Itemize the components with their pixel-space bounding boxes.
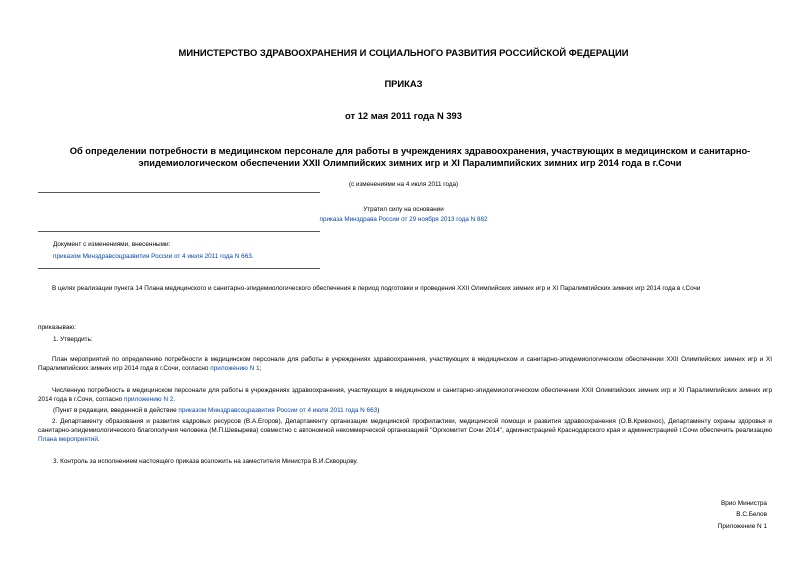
edit-note-link[interactable]: приказом Минздравсоцразвития России от 4 июля 2011 года N 663 xyxy=(178,407,378,414)
changes-box-label: Документ с изменениями, внесенными: xyxy=(53,241,171,248)
lost-force-label: Утратил силу на основании xyxy=(363,206,444,213)
divider xyxy=(38,268,320,269)
intro-paragraph: В целях реализации пункта 14 Плана медицинского и санитарно-эпидемиологического обеспечения в период подготовки и проведения XXII Олимпийских зимних игр и XI Паралимпийских зимних игр 2014 года в г.Сочи xyxy=(52,285,701,292)
item-2-text: 2. Департаменту образования и развития кадровых ресурсов (В.А.Егоров), Департаменту организации медицинской профилактики, медицинской помощи и развития здравоохранения (О.В.Кривонос), Департаменту охраны здоровья и санитарно-эпидемиологического благополучия человека (М.П.Шевырева) совместно с автономной некоммерческой организацией "Оргкомитет Сочи 2014", администрацией Краснодарского края и администрацией г.Сочи обеспечить реализацию xyxy=(38,418,772,434)
signature-name: В.С.Белов xyxy=(736,511,767,518)
ministry-heading: МИНИСТЕРСТВО ЗДРАВООХРАНЕНИЯ И СОЦИАЛЬНОГО РАЗВИТИЯ РОССИЙСКОЙ ФЕДЕРАЦИИ xyxy=(178,47,629,58)
changes-box-link-suffix: . xyxy=(251,253,254,260)
changes-box-link[interactable]: приказом Минздравсоцразвития России от 4 июля 2011 года N 663 xyxy=(53,253,252,260)
divider xyxy=(38,192,320,193)
appendix-heading: Приложение N 1 xyxy=(717,523,767,530)
count-suffix: . xyxy=(173,395,176,403)
edit-note-suffix: ) xyxy=(377,407,380,414)
doc-type-heading: ПРИКАЗ xyxy=(384,78,423,89)
appendix-1-link[interactable]: приложению N 1 xyxy=(210,364,260,372)
plan-suffix: ; xyxy=(259,364,262,372)
date-number-heading: от 12 мая 2011 года N 393 xyxy=(345,110,462,121)
count-text: Численную потребность в медицинском персонале для работы в учреждениях здравоохранения, участвующих в медицинском и санитарно-эпидемиологическом обеспечении XXII Олимпийских зимних игр и XI Паралимпийских зимних игр 2014 года в г.Сочи, согласно xyxy=(38,387,772,403)
plan-text: План мероприятий по определению потребности в медицинском персонале для работы в учреждениях здравоохранения, участвующих в медицинском и санитарно-эпидемиологическом обеспечении XXII Олимпийских зимних игр и XI Паралимпийских зимних игр 2014 года в г.Сочи, согласно xyxy=(38,356,772,372)
lost-force-link[interactable]: приказа Минздрава России от 29 ноября 2013 года N 882 xyxy=(319,216,488,223)
changes-box-link-line xyxy=(53,253,254,262)
document-title: Об определении потребности в медицинском персонале для работы в учреждениях здравоохранения, участвующих в медицинском и санитарно-эпидемиологическом обеспечении XXII Олимпийских зимних игр и XI Паралимпийских зимних игр 2014 года в г.Сочи xyxy=(69,146,751,168)
plan-measures-link[interactable]: Плана мероприятий xyxy=(38,435,98,443)
edit-note xyxy=(53,407,379,416)
item-1: 1. Утвердить: xyxy=(53,336,93,343)
signature-role: Врио Министра xyxy=(721,500,767,507)
plan-paragraph xyxy=(38,356,772,374)
item-2-suffix: . xyxy=(97,435,100,443)
item-3: 3. Контроль за исполнением настоящего приказа возложить на заместителя Министра В.И.Скворцову. xyxy=(53,458,358,465)
item-2-paragraph xyxy=(38,418,772,444)
changes-note: (с изменениями на 4 июля 2011 года) xyxy=(348,181,459,188)
count-paragraph xyxy=(38,387,772,405)
order-word: приказываю: xyxy=(38,324,76,331)
divider xyxy=(38,231,320,232)
edit-note-prefix: (Пункт в редакции, введенной в действие xyxy=(53,407,179,414)
lost-force-link-line xyxy=(0,216,807,223)
appendix-2-link[interactable]: приложению N 2 xyxy=(123,395,174,403)
